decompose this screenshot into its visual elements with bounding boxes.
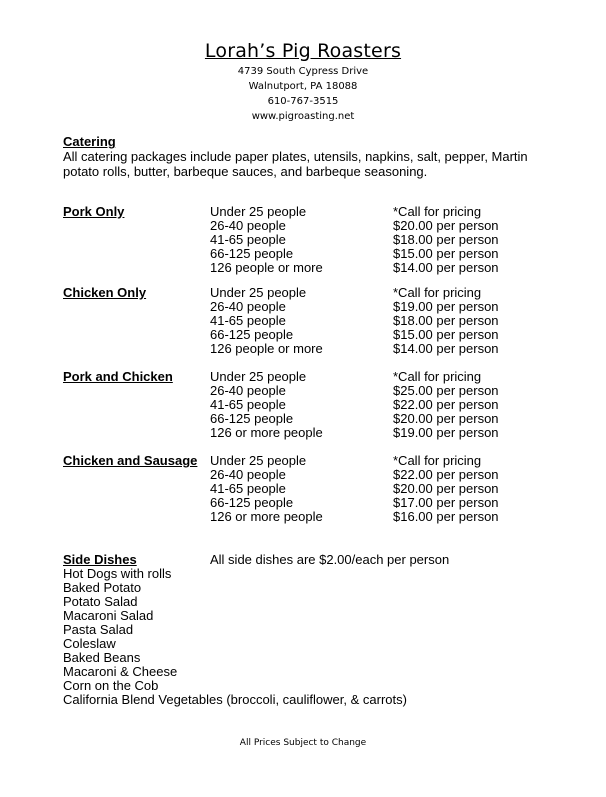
document-header	[0, 38, 606, 124]
tier-price: $15.00 per person	[393, 327, 499, 342]
side-dish-item: Baked Potato	[63, 580, 142, 595]
tier-price: $20.00 per person	[393, 218, 499, 233]
price-tier	[210, 468, 530, 482]
tier-price: $15.00 per person	[393, 246, 499, 261]
price-tier	[210, 510, 530, 524]
business-name: Lorah’s Pig Roasters	[204, 40, 402, 62]
package-name: Pork Only	[63, 204, 125, 219]
tier-size: 126 people or more	[210, 341, 323, 356]
price-tier	[210, 412, 530, 426]
tier-size: 26-40 people	[210, 467, 286, 482]
tier-price: $22.00 per person	[393, 397, 499, 412]
tier-price: $19.00 per person	[393, 299, 499, 314]
price-tier	[210, 398, 530, 412]
package-name: Chicken and Sausage	[63, 453, 198, 468]
side-dish-item: Corn on the Cob	[63, 678, 159, 693]
price-tier	[210, 219, 530, 233]
price-tier	[210, 300, 530, 314]
catering-section	[63, 134, 563, 179]
side-dish-item: Pasta Salad	[63, 622, 134, 637]
side-dishes-header	[63, 553, 543, 567]
street-address: 4739 South Cypress Drive	[237, 66, 369, 77]
tier-size: 126 people or more	[210, 260, 323, 275]
tier-price: $22.00 per person	[393, 467, 499, 482]
price-tier	[210, 342, 530, 356]
tier-price: $20.00 per person	[393, 481, 499, 496]
tier-price: $18.00 per person	[393, 232, 499, 247]
tier-size: 66-125 people	[210, 495, 294, 510]
tier-size: 41-65 people	[210, 313, 286, 328]
tier-price: $17.00 per person	[393, 495, 499, 510]
price-tier	[210, 286, 530, 300]
package-name: Pork and Chicken	[63, 369, 173, 384]
side-dish-item: California Blend Vegetables (broccoli, cauliflower, & carrots)	[63, 692, 407, 707]
tier-price: $16.00 per person	[393, 509, 499, 524]
tier-size: 126 or more people	[210, 425, 323, 440]
price-tier	[210, 247, 530, 261]
tier-size: Under 25 people	[210, 453, 307, 468]
price-tier	[210, 496, 530, 510]
tier-price: $14.00 per person	[393, 341, 499, 356]
price-tier	[210, 261, 530, 275]
tier-size: 66-125 people	[210, 246, 294, 261]
side-dish-item: Baked Beans	[63, 650, 141, 665]
tier-price: *Call for pricing	[393, 285, 482, 300]
tier-size: 126 or more people	[210, 509, 323, 524]
side-dishes-price-note: All side dishes are $2.00/each per person	[210, 552, 450, 567]
city-state-zip: Walnutport, PA 18088	[248, 81, 358, 92]
price-tier	[210, 426, 530, 440]
price-disclaimer: All Prices Subject to Change	[239, 738, 367, 748]
price-tiers	[210, 205, 530, 275]
price-tier	[210, 482, 530, 496]
tier-price: *Call for pricing	[393, 453, 482, 468]
tier-size: Under 25 people	[210, 285, 307, 300]
side-dish-item: Hot Dogs with rolls	[63, 566, 172, 581]
catering-heading: Catering	[63, 134, 116, 149]
tier-size: 41-65 people	[210, 481, 286, 496]
tier-price: *Call for pricing	[393, 204, 482, 219]
tier-size: 26-40 people	[210, 383, 286, 398]
tier-price: *Call for pricing	[393, 369, 482, 384]
tier-size: Under 25 people	[210, 369, 307, 384]
tier-price: $19.00 per person	[393, 425, 499, 440]
side-dishes-section	[63, 553, 543, 707]
tier-price: $18.00 per person	[393, 313, 499, 328]
price-tier	[210, 454, 530, 468]
tier-price: $20.00 per person	[393, 411, 499, 426]
price-tiers	[210, 370, 530, 440]
price-tier	[210, 314, 530, 328]
price-tier	[210, 384, 530, 398]
tier-size: 41-65 people	[210, 397, 286, 412]
price-tier	[210, 370, 530, 384]
price-tiers	[210, 286, 530, 356]
tier-size: 66-125 people	[210, 411, 294, 426]
tier-size: Under 25 people	[210, 204, 307, 219]
tier-price: $14.00 per person	[393, 260, 499, 275]
side-dishes-heading: Side Dishes	[63, 552, 137, 567]
tier-size: 26-40 people	[210, 218, 286, 233]
side-dish-item: Macaroni Salad	[63, 608, 154, 623]
price-tier	[210, 233, 530, 247]
side-dish-item: Macaroni & Cheese	[63, 664, 178, 679]
price-tier	[210, 205, 530, 219]
tier-size: 26-40 people	[210, 299, 286, 314]
price-tier	[210, 328, 530, 342]
website: www.pigroasting.net	[251, 111, 355, 122]
tier-size: 66-125 people	[210, 327, 294, 342]
phone-number: 610-767-3515	[267, 96, 339, 107]
catering-description: All catering packages include paper plates, utensils, napkins, salt, pepper, Martin potato rolls, butter, barbeque sauces, and barbeque seasoning.	[63, 149, 528, 179]
side-dish-item: Potato Salad	[63, 594, 138, 609]
package-name: Chicken Only	[63, 285, 147, 300]
tier-size: 41-65 people	[210, 232, 286, 247]
price-tiers	[210, 454, 530, 524]
side-dish-item: Coleslaw	[63, 636, 116, 651]
tier-price: $25.00 per person	[393, 383, 499, 398]
